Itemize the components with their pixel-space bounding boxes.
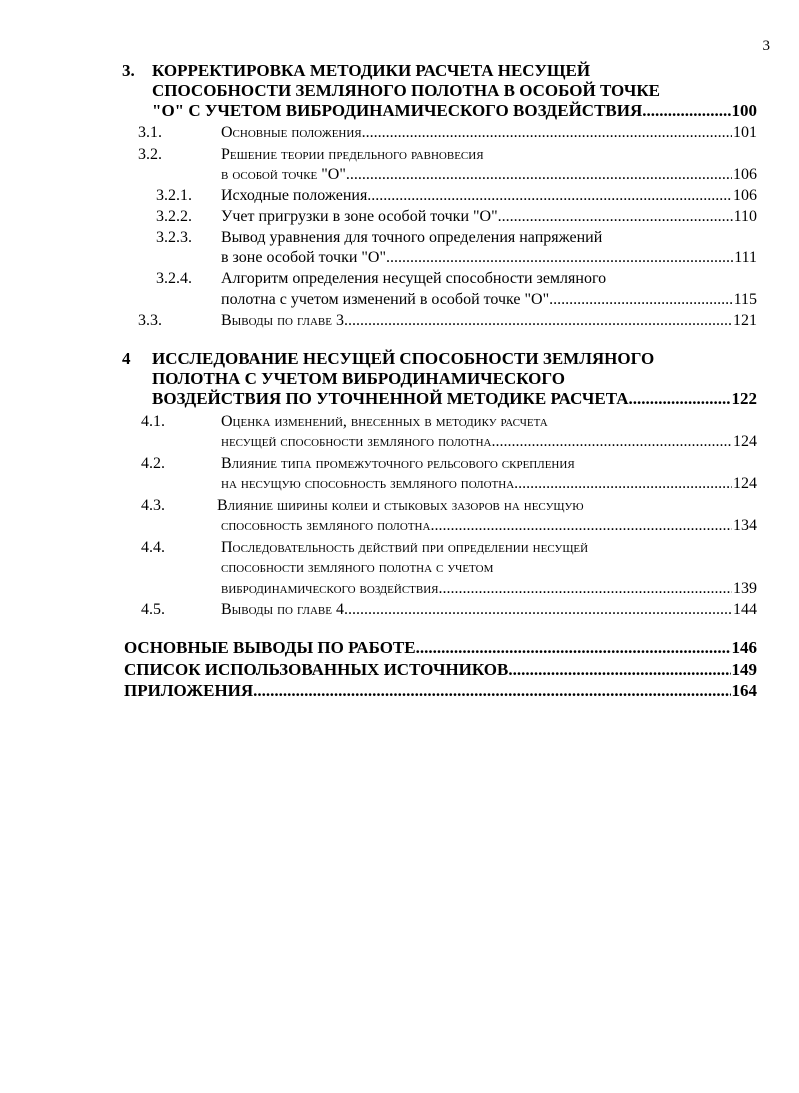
toc-4-1-line1: Оценка изменений, внесенных в методику расчета (221, 413, 548, 430)
toc-3-2-3-line1: Вывод уравнения для точного определения напряжений (221, 229, 603, 246)
toc-3-2-entry[interactable]: в особой точке "О" ..... 106 (221, 165, 757, 185)
toc-4-3-entry[interactable]: способность земляного полотна ..... 134 (221, 516, 757, 536)
toc-3-2-3-number: 3.2.3. (156, 229, 192, 246)
toc-4-1-entry[interactable]: несущей способности земляного полотна ..... 124 (221, 432, 757, 452)
toc-ch3-page: 100 (731, 101, 757, 120)
toc-ch3-line2: СПОСОБНОСТИ ЗЕМЛЯНОГО ПОЛОТНА В ОСОБОЙ ТОЧКЕ (152, 81, 660, 100)
toc-3-2-1-number: 3.2.1. (156, 187, 192, 204)
toc-3-2-line1: Решение теории предельного равновесия (221, 146, 484, 163)
toc-4-3-line1: Влияние ширины колеи и стыковых зазоров на несущую (217, 497, 584, 514)
toc-4-4-entry[interactable]: вибродинамического воздействия ..... 139 (221, 579, 757, 599)
toc-3-2-2-entry[interactable]: Учет пригрузки в зоне особой точки "О" ..... 110 (221, 207, 757, 227)
toc-3-2-3-entry[interactable]: в зоне особой точки "О" ..... 111 (221, 248, 757, 268)
toc-3-2-2-number: 3.2.2. (156, 208, 192, 225)
toc-3-3-number: 3.3. (138, 312, 162, 329)
toc-4-2-number: 4.2. (141, 455, 165, 472)
toc-4-5-number: 4.5. (141, 601, 165, 618)
toc-ch4-entry[interactable]: ВОЗДЕЙСТВИЯ ПО УТОЧНЕННОЙ МЕТОДИКЕ РАСЧЕТА ..... 122 (152, 389, 757, 409)
toc-4-1-number: 4.1. (141, 413, 165, 430)
toc-3-2-4-entry[interactable]: полотна с учетом изменений в особой точке "О" ..... 115 (221, 290, 757, 310)
toc-3-1-entry[interactable]: Основные положения. ..... 101 (221, 123, 757, 143)
toc-3-1-number: 3.1. (138, 124, 162, 141)
toc-appendices-entry[interactable]: ПРИЛОЖЕНИЯ ..... 164 (124, 681, 757, 701)
toc-4-4-number: 4.4. (141, 539, 165, 556)
toc-ch4-page: 122 (731, 389, 757, 408)
toc-4-5-entry[interactable]: Выводы по главе 4 ..... 144 (221, 600, 757, 620)
toc-conclusions-entry[interactable]: ОСНОВНЫЕ ВЫВОДЫ ПО РАБОТЕ ..... 146 (124, 638, 757, 658)
toc-3-3-entry[interactable]: Выводы по главе 3. ..... 121 (221, 311, 757, 331)
toc-3-2-4-line1: Алгоритм определения несущей способности земляного (221, 270, 607, 287)
toc-3-2-number: 3.2. (138, 146, 162, 163)
toc-ch3-line1: КОРРЕКТИРОВКА МЕТОДИКИ РАСЧЕТА НЕСУЩЕЙ (152, 61, 591, 80)
toc-ch3-number: 3. (122, 61, 135, 80)
toc-3-2-1-entry[interactable]: Исходные положения ..... 106 (221, 186, 757, 206)
toc-4-2-entry[interactable]: на несущую способность земляного полотна ..... 124 (221, 474, 757, 494)
toc-4-2-line1: Влияние типа промежуточного рельсового скрепления (221, 455, 575, 472)
toc-ch4-line2: ПОЛОТНА С УЧЕТОМ ВИБРОДИНАМИЧЕСКОГО (152, 369, 566, 388)
toc-references-entry[interactable]: СПИСОК ИСПОЛЬЗОВАННЫХ ИСТОЧНИКОВ ..... 149 (124, 660, 757, 680)
toc-ch4-line1: ИССЛЕДОВАНИЕ НЕСУЩЕЙ СПОСОБНОСТИ ЗЕМЛЯНОГО (152, 349, 655, 368)
page-number: 3 (762, 38, 770, 54)
toc-4-3-number: 4.3. (141, 497, 165, 514)
toc-4-4-line1: Последовательность действий при определении несущей (221, 539, 589, 556)
toc-ch3-entry[interactable]: "О" С УЧЕТОМ ВИБРОДИНАМИЧЕСКОГО ВОЗДЕЙСТВИЯ ..... 100 (152, 101, 757, 121)
toc-3-2-4-number: 3.2.4. (156, 270, 192, 287)
toc-ch4-number: 4 (122, 349, 131, 368)
toc-4-4-line2: способности земляного полотна с учетом (221, 559, 494, 576)
